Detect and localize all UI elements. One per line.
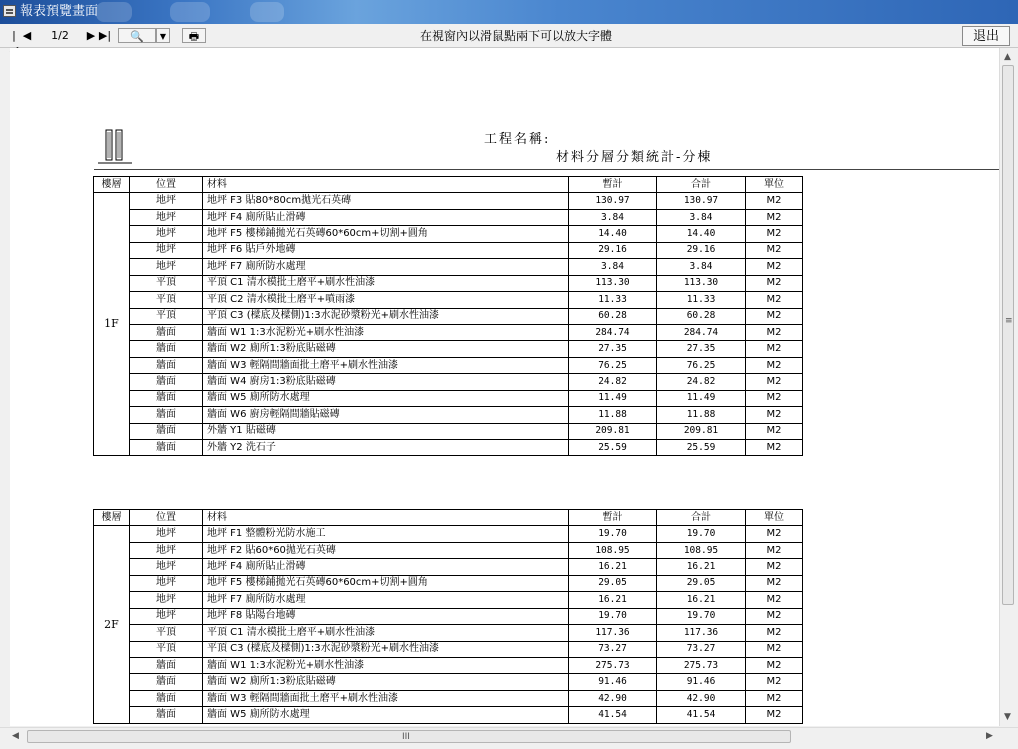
location-cell: 地坪: [130, 559, 203, 575]
floor-cell: 1F: [94, 193, 130, 456]
subtotal-cell: 11.88: [569, 407, 657, 423]
material-cell: 牆面 W2 廁所1:3粉底貼磁磚: [203, 341, 569, 357]
unit-cell: M2: [746, 193, 803, 209]
toolbar: [0, 25, 1018, 48]
total-cell: 24.82: [657, 374, 746, 390]
subtotal-cell: 16.21: [569, 559, 657, 575]
location-cell: 地坪: [130, 242, 203, 258]
material-cell: 平頂 C2 清水模批土磨平+噴雨漆: [203, 292, 569, 308]
unit-cell: M2: [746, 226, 803, 242]
column-header: 合計: [657, 510, 746, 526]
subtotal-cell: 73.27: [569, 641, 657, 657]
horizontal-scroll-thumb[interactable]: [27, 730, 791, 743]
location-cell: 地坪: [130, 592, 203, 608]
material-cell: 牆面 W5 廁所防水處理: [203, 707, 569, 723]
subtotal-cell: 29.05: [569, 575, 657, 591]
total-cell: 29.05: [657, 575, 746, 591]
unit-cell: M2: [746, 592, 803, 608]
total-cell: 41.54: [657, 707, 746, 723]
location-cell: 牆面: [130, 324, 203, 340]
location-cell: 地坪: [130, 209, 203, 225]
material-cell: 地坪 F3 貼80*80cm拋光石英磚: [203, 193, 569, 209]
subtotal-cell: 11.49: [569, 390, 657, 406]
table-row: [94, 209, 803, 225]
column-header: 單位: [746, 177, 803, 193]
location-cell: 平頂: [130, 625, 203, 641]
table-row: [94, 226, 803, 242]
table-row: [94, 357, 803, 373]
prev-page-button[interactable]: ◀: [22, 29, 32, 42]
unit-cell: M2: [746, 575, 803, 591]
unit-cell: M2: [746, 657, 803, 673]
unit-cell: M2: [746, 259, 803, 275]
table-row: [94, 657, 803, 673]
location-cell: 牆面: [130, 374, 203, 390]
location-cell: 牆面: [130, 357, 203, 373]
total-cell: 117.36: [657, 625, 746, 641]
material-cell: 牆面 W4 廚房1:3粉底貼磁磚: [203, 374, 569, 390]
table-row: [94, 674, 803, 690]
table-row: [94, 440, 803, 456]
page-indicator: 1/2: [51, 29, 69, 42]
vertical-scrollbar[interactable]: [999, 48, 1017, 726]
unit-cell: M2: [746, 559, 803, 575]
location-cell: 牆面: [130, 341, 203, 357]
location-cell: 牆面: [130, 657, 203, 673]
unit-cell: M2: [746, 674, 803, 690]
titlebar-glow: [96, 2, 132, 22]
subtotal-cell: 16.21: [569, 592, 657, 608]
table-row: [94, 559, 803, 575]
location-cell: 地坪: [130, 608, 203, 624]
subtotal-cell: 42.90: [569, 690, 657, 706]
table-row: [94, 407, 803, 423]
unit-cell: M2: [746, 641, 803, 657]
subtotal-cell: 11.33: [569, 292, 657, 308]
table-header-row: [94, 510, 803, 526]
subtotal-cell: 14.40: [569, 226, 657, 242]
total-cell: 16.21: [657, 559, 746, 575]
location-cell: 地坪: [130, 542, 203, 558]
subtotal-cell: 19.70: [569, 526, 657, 542]
total-cell: 113.30: [657, 275, 746, 291]
table-row: [94, 690, 803, 706]
total-cell: 130.97: [657, 193, 746, 209]
printer-icon: 🖶: [188, 30, 200, 43]
report-title: 材料分層分類統計-分棟: [556, 150, 713, 165]
material-cell: 牆面 W6 廚房輕隔間牆貼磁磚: [203, 407, 569, 423]
total-cell: 275.73: [657, 657, 746, 673]
column-header: 暫計: [569, 177, 657, 193]
zoom-hint: 在視窗內以滑鼠點兩下可以放大字體: [420, 29, 613, 43]
material-cell: 平頂 C3 (樑底及樑側)1:3水泥砂漿粉光+刷水性油漆: [203, 308, 569, 324]
material-cell: 平頂 C1 清水模批土磨平+刷水性油漆: [203, 275, 569, 291]
material-cell: 牆面 W2 廁所1:3粉底貼磁磚: [203, 674, 569, 690]
total-cell: 42.90: [657, 690, 746, 706]
material-cell: 外牆 Y2 洗石子: [203, 440, 569, 456]
column-header: 暫計: [569, 510, 657, 526]
unit-cell: M2: [746, 526, 803, 542]
exit-button[interactable]: 退出: [962, 26, 1010, 46]
table-row: [94, 193, 803, 209]
next-page-button[interactable]: ▶: [86, 29, 96, 42]
unit-cell: M2: [746, 690, 803, 706]
location-cell: 平頂: [130, 275, 203, 291]
total-cell: 29.16: [657, 242, 746, 258]
location-cell: 平頂: [130, 292, 203, 308]
floor-cell: 2F: [94, 526, 130, 723]
unit-cell: M2: [746, 374, 803, 390]
material-cell: 地坪 F5 樓梯鋪拋光石英磚60*60cm+切割+圓角: [203, 226, 569, 242]
subtotal-cell: 24.82: [569, 374, 657, 390]
location-cell: 牆面: [130, 423, 203, 439]
material-cell: 地坪 F8 貼陽台地磚: [203, 608, 569, 624]
unit-cell: M2: [746, 625, 803, 641]
material-cell: 地坪 F7 廁所防水處理: [203, 259, 569, 275]
location-cell: 平頂: [130, 308, 203, 324]
location-cell: 地坪: [130, 259, 203, 275]
last-page-button[interactable]: ▶|: [98, 29, 112, 42]
table-row: [94, 242, 803, 258]
scroll-right-icon[interactable]: ▶: [986, 731, 993, 741]
unit-cell: M2: [746, 608, 803, 624]
subtotal-cell: 275.73: [569, 657, 657, 673]
column-header: 材料: [203, 510, 569, 526]
location-cell: 地坪: [130, 575, 203, 591]
building-logo-icon: [98, 124, 132, 164]
total-cell: 76.25: [657, 357, 746, 373]
table-row: [94, 341, 803, 357]
total-cell: 11.49: [657, 390, 746, 406]
subtotal-cell: 76.25: [569, 357, 657, 373]
column-header: 合計: [657, 177, 746, 193]
table-row: [94, 292, 803, 308]
subtotal-cell: 60.28: [569, 308, 657, 324]
subtotal-cell: 41.54: [569, 707, 657, 723]
table-row: [94, 526, 803, 542]
column-header: 材料: [203, 177, 569, 193]
unit-cell: M2: [746, 209, 803, 225]
location-cell: 牆面: [130, 690, 203, 706]
total-cell: 3.84: [657, 259, 746, 275]
title-bar: [0, 0, 1018, 24]
unit-cell: M2: [746, 242, 803, 258]
material-cell: 地坪 F4 廁所貼止滑磚: [203, 209, 569, 225]
unit-cell: M2: [746, 324, 803, 340]
total-cell: 209.81: [657, 423, 746, 439]
total-cell: 3.84: [657, 209, 746, 225]
zoom-dropdown[interactable]: ▼: [156, 28, 170, 43]
header-divider: [94, 169, 999, 170]
table-row: [94, 542, 803, 558]
location-cell: 牆面: [130, 674, 203, 690]
total-cell: 60.28: [657, 308, 746, 324]
first-page-button[interactable]: |: [12, 29, 16, 42]
grip-icon: III: [402, 732, 410, 742]
subtotal-cell: 29.16: [569, 242, 657, 258]
total-cell: 19.70: [657, 608, 746, 624]
unit-cell: M2: [746, 357, 803, 373]
table-row: [94, 275, 803, 291]
material-cell: 地坪 F5 樓梯鋪拋光石英磚60*60cm+切割+圓角: [203, 575, 569, 591]
subtotal-cell: 130.97: [569, 193, 657, 209]
subtotal-cell: 209.81: [569, 423, 657, 439]
table-row: [94, 423, 803, 439]
unit-cell: M2: [746, 707, 803, 723]
total-cell: 91.46: [657, 674, 746, 690]
material-cell: 牆面 W3 輕隔間牆面批土磨平+刷水性油漆: [203, 357, 569, 373]
unit-cell: M2: [746, 308, 803, 324]
total-cell: 16.21: [657, 592, 746, 608]
unit-cell: M2: [746, 407, 803, 423]
location-cell: 牆面: [130, 390, 203, 406]
location-cell: 牆面: [130, 440, 203, 456]
total-cell: 27.35: [657, 341, 746, 357]
table-header-row: [94, 177, 803, 193]
material-cell: 地坪 F6 貼戶外地磚: [203, 242, 569, 258]
location-cell: 牆面: [130, 407, 203, 423]
print-button[interactable]: [182, 28, 206, 43]
subtotal-cell: 3.84: [569, 209, 657, 225]
column-header: 樓層: [94, 177, 130, 193]
material-cell: 牆面 W1 1:3水泥粉光+刷水性油漆: [203, 324, 569, 340]
subtotal-cell: 117.36: [569, 625, 657, 641]
material-cell: 平頂 C3 (樑底及樑側)1:3水泥砂漿粉光+刷水性油漆: [203, 641, 569, 657]
total-cell: 108.95: [657, 542, 746, 558]
column-header: 樓層: [94, 510, 130, 526]
material-table-1f: [93, 176, 803, 456]
project-name-label: 工程名稱:: [484, 132, 551, 147]
total-cell: 11.88: [657, 407, 746, 423]
location-cell: 牆面: [130, 707, 203, 723]
subtotal-cell: 91.46: [569, 674, 657, 690]
unit-cell: M2: [746, 440, 803, 456]
table-row: [94, 259, 803, 275]
location-cell: 地坪: [130, 526, 203, 542]
subtotal-cell: 113.30: [569, 275, 657, 291]
app-icon: [3, 5, 16, 17]
material-cell: 外牆 Y1 貼磁磚: [203, 423, 569, 439]
total-cell: 284.74: [657, 324, 746, 340]
unit-cell: M2: [746, 423, 803, 439]
window-title: 報表預覽畫面: [20, 4, 99, 19]
subtotal-cell: 284.74: [569, 324, 657, 340]
subtotal-cell: 25.59: [569, 440, 657, 456]
material-cell: 地坪 F1 整體粉光防水施工: [203, 526, 569, 542]
magnifier-icon: 🔍: [130, 30, 144, 43]
material-table-2f: [93, 509, 803, 724]
table-row: [94, 390, 803, 406]
scroll-up-icon[interactable]: ▲: [1004, 52, 1011, 62]
total-cell: 25.59: [657, 440, 746, 456]
unit-cell: M2: [746, 275, 803, 291]
material-cell: 地坪 F2 貼60*60拋光石英磚: [203, 542, 569, 558]
table-row: [94, 707, 803, 723]
titlebar-glow: [250, 2, 284, 22]
report-page: [10, 48, 999, 726]
material-cell: 牆面 W3 輕隔間牆面批土磨平+刷水性油漆: [203, 690, 569, 706]
column-header: 位置: [130, 177, 203, 193]
column-header: 單位: [746, 510, 803, 526]
column-header: 位置: [130, 510, 203, 526]
total-cell: 11.33: [657, 292, 746, 308]
subtotal-cell: 108.95: [569, 542, 657, 558]
location-cell: 平頂: [130, 641, 203, 657]
grip-icon: ≡: [1005, 316, 1013, 326]
unit-cell: M2: [746, 390, 803, 406]
zoom-button[interactable]: [118, 28, 156, 43]
total-cell: 14.40: [657, 226, 746, 242]
table-row: [94, 608, 803, 624]
location-cell: 地坪: [130, 226, 203, 242]
table-row: [94, 575, 803, 591]
table-row: [94, 625, 803, 641]
unit-cell: M2: [746, 341, 803, 357]
table-row: [94, 592, 803, 608]
material-cell: 地坪 F7 廁所防水處理: [203, 592, 569, 608]
vertical-scroll-thumb[interactable]: [1002, 65, 1014, 605]
titlebar-glow: [170, 2, 210, 22]
material-cell: 牆面 W5 廁所防水處理: [203, 390, 569, 406]
total-cell: 19.70: [657, 526, 746, 542]
material-cell: 平頂 C1 清水模批土磨平+刷水性油漆: [203, 625, 569, 641]
unit-cell: M2: [746, 292, 803, 308]
subtotal-cell: 27.35: [569, 341, 657, 357]
material-cell: 地坪 F4 廁所貼止滑磚: [203, 559, 569, 575]
table-row: [94, 308, 803, 324]
subtotal-cell: 19.70: [569, 608, 657, 624]
table-row: [94, 641, 803, 657]
total-cell: 73.27: [657, 641, 746, 657]
table-row: [94, 324, 803, 340]
subtotal-cell: 3.84: [569, 259, 657, 275]
horizontal-scrollbar[interactable]: [0, 727, 1018, 745]
scroll-down-icon[interactable]: ▼: [1004, 712, 1011, 722]
material-cell: 牆面 W1 1:3水泥粉光+刷水性油漆: [203, 657, 569, 673]
unit-cell: M2: [746, 542, 803, 558]
location-cell: 地坪: [130, 193, 203, 209]
scroll-left-icon[interactable]: ◀: [12, 731, 19, 741]
table-row: [94, 374, 803, 390]
